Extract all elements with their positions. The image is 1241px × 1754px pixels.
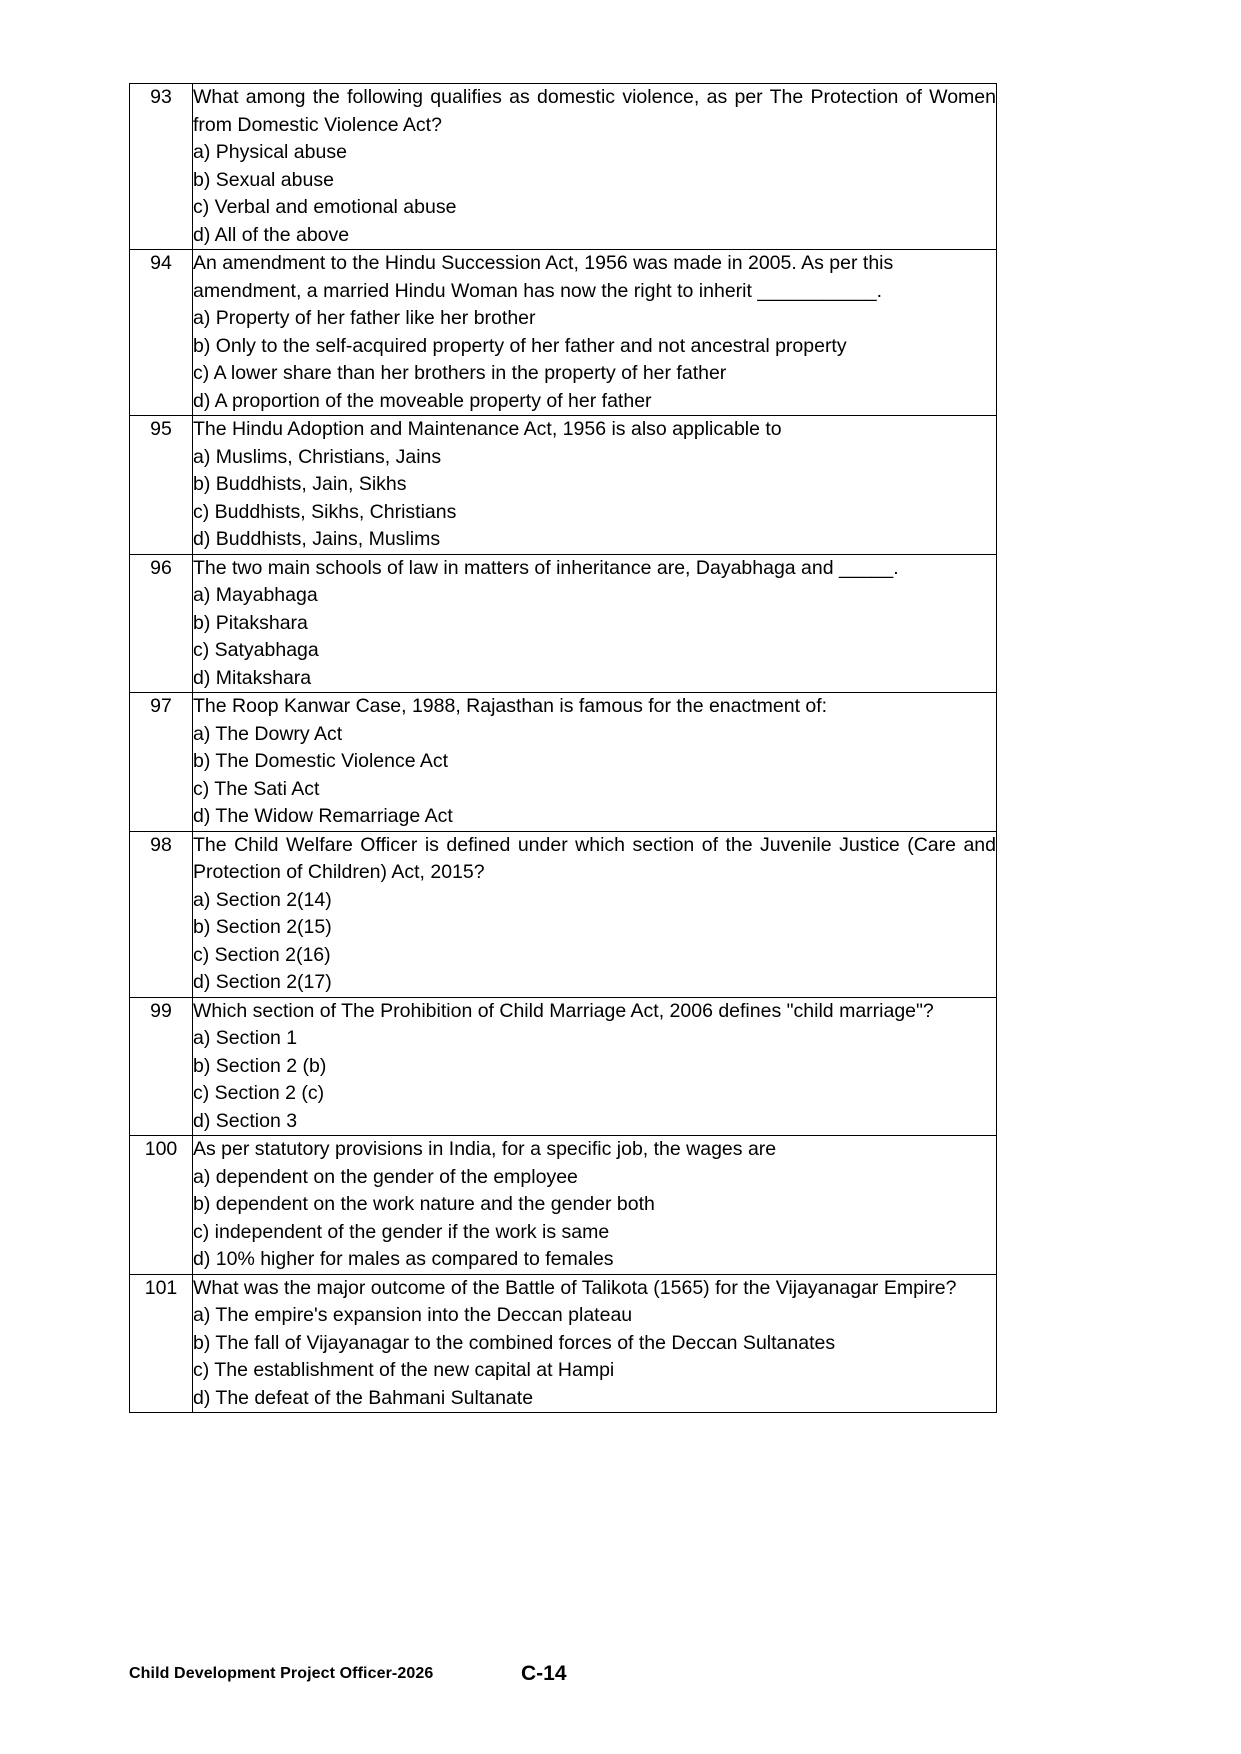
- question-number: 100: [130, 1136, 193, 1275]
- question-option[interactable]: c) The Sati Act: [193, 777, 320, 800]
- question-option[interactable]: c) independent of the gender if the work is same: [193, 1220, 610, 1243]
- question-stem: What was the major outcome of the Battle of Talikota (1565) for the Vijayanagar Empire?: [193, 1276, 957, 1299]
- question-option[interactable]: d) Section 3: [193, 1109, 298, 1132]
- question-stem: The Hindu Adoption and Maintenance Act, 1956 is also applicable to: [193, 418, 782, 440]
- question-option[interactable]: a) Section 2(14): [193, 888, 332, 911]
- question-option[interactable]: c) Buddhists, Sikhs, Christians: [193, 500, 457, 523]
- question-number: 93: [130, 84, 193, 250]
- question-number: 97: [130, 693, 193, 832]
- question-stem: Which section of The Prohibition of Child Marriage Act, 2006 defines "child marriage"?: [193, 999, 934, 1022]
- question-option[interactable]: c) Verbal and emotional abuse: [193, 196, 457, 218]
- question-option[interactable]: b) Section 2 (b): [193, 1054, 327, 1077]
- question-body: [193, 1274, 997, 1413]
- question-body: [193, 831, 997, 997]
- question-option[interactable]: a) Muslims, Christians, Jains: [193, 445, 442, 468]
- question-body: [193, 1136, 997, 1275]
- question-row: [130, 416, 997, 555]
- question-row: [130, 693, 997, 832]
- question-stem: An amendment to the Hindu Succession Act, 1956 was made in 2005. As per this amendment, a married Hindu Woman has now the right to inherit ___________.: [193, 252, 894, 302]
- question-option[interactable]: b) dependent on the work nature and the gender both: [193, 1193, 655, 1215]
- question-row: [130, 84, 997, 250]
- question-option[interactable]: d) Section 2(17): [193, 971, 332, 993]
- question-option[interactable]: a) dependent on the gender of the employee: [193, 1165, 578, 1188]
- question-option[interactable]: d) A proportion of the moveable property of her father: [193, 389, 652, 412]
- question-option[interactable]: d) Buddhists, Jains, Muslims: [193, 528, 441, 550]
- question-body: [193, 84, 997, 250]
- question-table-body: [130, 84, 997, 1413]
- question-option[interactable]: b) Section 2(15): [193, 916, 332, 938]
- question-row: [130, 997, 997, 1136]
- question-option[interactable]: a) The Dowry Act: [193, 722, 343, 745]
- question-option[interactable]: d) Mitakshara: [193, 666, 312, 689]
- question-body: [193, 997, 997, 1136]
- question-number: 98: [130, 831, 193, 997]
- footer-page-code: C-14: [521, 1662, 567, 1685]
- question-row: [130, 554, 997, 693]
- question-option[interactable]: a) Mayabhaga: [193, 584, 318, 606]
- question-stem: As per statutory provisions in India, for a specific job, the wages are: [193, 1138, 777, 1160]
- question-option[interactable]: c) Section 2 (c): [193, 1082, 325, 1104]
- question-body: [193, 250, 997, 416]
- question-number: 94: [130, 250, 193, 416]
- question-stem: The two main schools of law in matters of inheritance are, Dayabhaga and _____.: [193, 556, 899, 579]
- question-stem: The Roop Kanwar Case, 1988, Rajasthan is famous for the enactment of:: [193, 695, 828, 717]
- question-option[interactable]: b) Sexual abuse: [193, 168, 334, 191]
- footer-exam-name: Child Development Project Officer-2026: [129, 1665, 434, 1682]
- question-number: 96: [130, 554, 193, 693]
- question-option[interactable]: c) The establishment of the new capital at Hampi: [193, 1359, 615, 1381]
- question-number: 99: [130, 997, 193, 1136]
- question-option[interactable]: a) Section 1: [193, 1027, 298, 1049]
- question-number: 101: [130, 1274, 193, 1413]
- question-row: [130, 1274, 997, 1413]
- question-option[interactable]: d) 10% higher for males as compared to females: [193, 1248, 614, 1270]
- question-option[interactable]: a) Physical abuse: [193, 141, 347, 163]
- question-option[interactable]: a) The empire's expansion into the Deccan plateau: [193, 1304, 633, 1326]
- question-option[interactable]: c) A lower share than her brothers in the property of her father: [193, 362, 727, 384]
- question-option[interactable]: b) The Domestic Violence Act: [193, 750, 449, 772]
- question-option[interactable]: d) The Widow Remarriage Act: [193, 805, 453, 827]
- question-body: [193, 554, 997, 693]
- question-stem: What among the following qualifies as domestic violence, as per The Protection of Women from Domestic Violence Act?: [193, 86, 996, 136]
- question-body: [193, 693, 997, 832]
- question-body: [193, 416, 997, 555]
- question-option[interactable]: d) The defeat of the Bahmani Sultanate: [193, 1386, 534, 1409]
- question-number: 95: [130, 416, 193, 555]
- question-option[interactable]: b) Only to the self-acquired property of her father and not ancestral property: [193, 334, 847, 357]
- page-footer: [129, 1662, 994, 1695]
- question-table: [129, 83, 997, 1413]
- question-option[interactable]: b) Buddhists, Jain, Sikhs: [193, 473, 407, 495]
- question-option[interactable]: d) All of the above: [193, 223, 350, 246]
- question-option[interactable]: a) Property of her father like her brother: [193, 307, 536, 329]
- question-row: [130, 831, 997, 997]
- question-row: [130, 250, 997, 416]
- question-stem: The Child Welfare Officer is defined under which section of the Juvenile Justice (Care and Protection of Children) Act, 2015?: [193, 833, 996, 883]
- question-row: [130, 1136, 997, 1275]
- question-option[interactable]: c) Section 2(16): [193, 943, 331, 966]
- question-option[interactable]: b) Pitakshara: [193, 611, 308, 634]
- question-option[interactable]: c) Satyabhaga: [193, 639, 319, 661]
- question-option[interactable]: b) The fall of Vijayanagar to the combined forces of the Deccan Sultanates: [193, 1331, 836, 1354]
